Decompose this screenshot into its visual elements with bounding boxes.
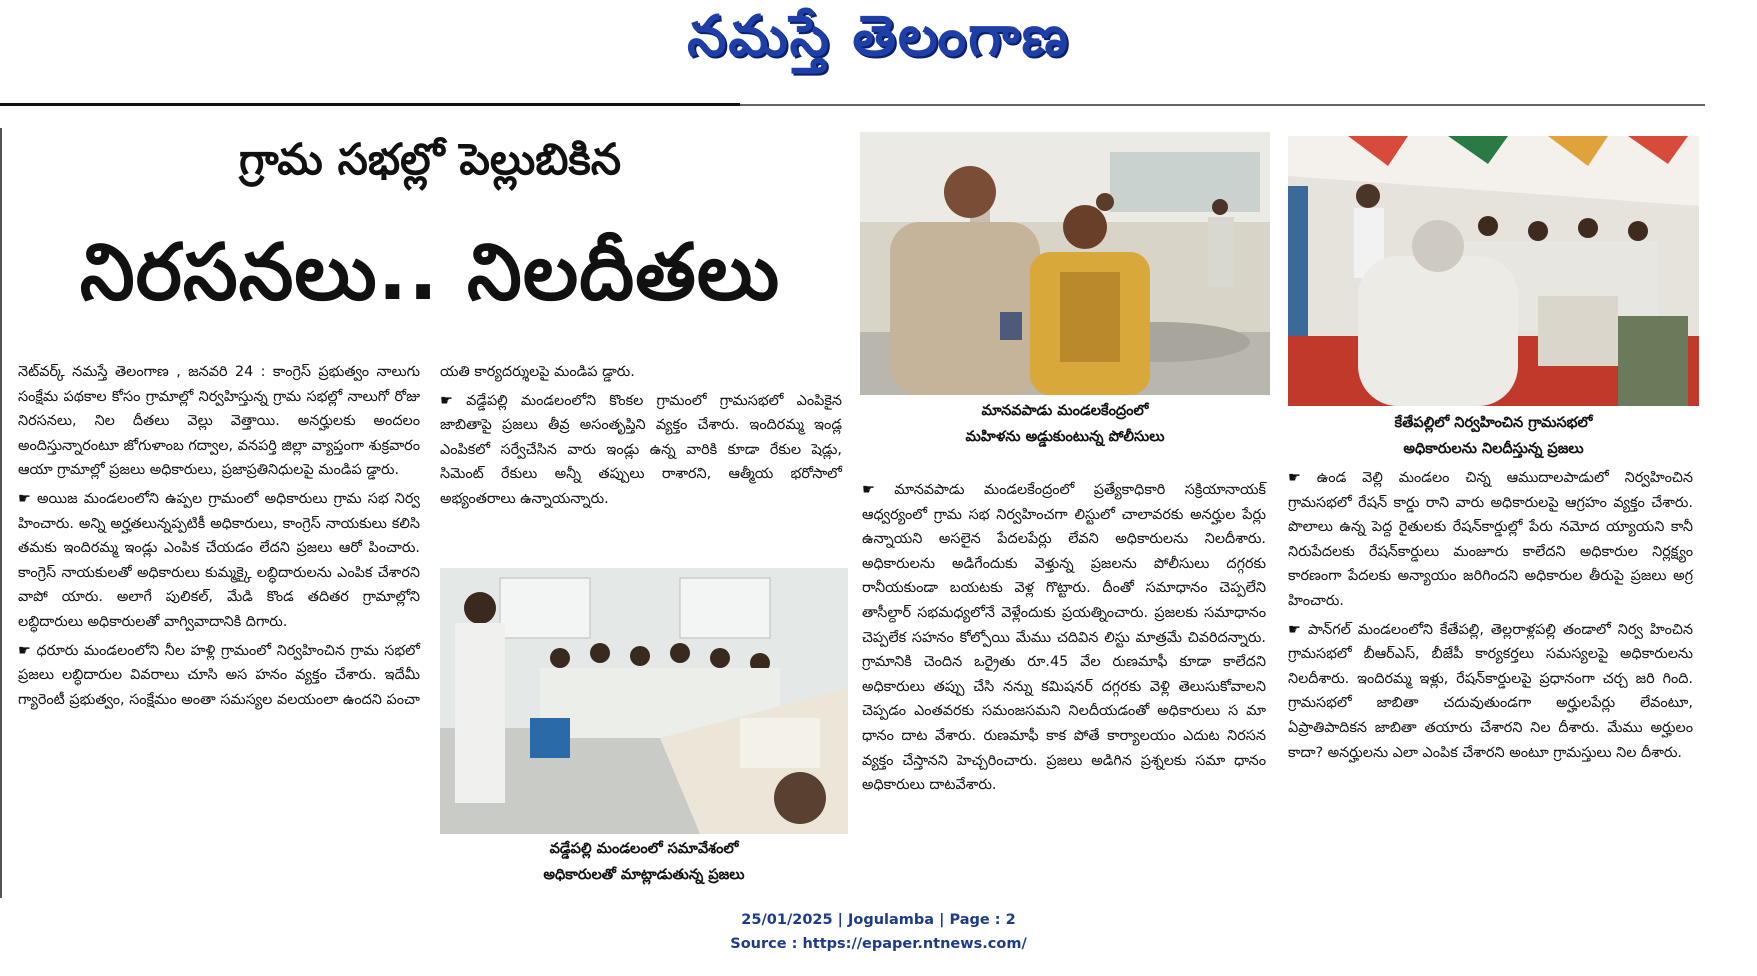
caption-1-line-2: మహిళను అడ్డుకుంటున్న పోలీసులు — [965, 429, 1165, 445]
col1-paragraph: ☛ ధరూరు మండలంలోని నీల హళ్లి గ్రామంలో నిర్వహించిన గ్రామ సభలో ప్రజలు లబ్ధిదారుల వివరాలు చూసి అస హనం వ్యక్తం చేశారు. ఇదేమీ గ్యారెంటీ ప్రభుత్వం, సంక్షేమం అంతా సమస్యల వలయంలా ఉందని పంచా — [18, 639, 420, 713]
footer-dateline: 25/01/2025 | Jogulamba | Page : 2 — [741, 912, 1016, 928]
photo-caption-2 — [1288, 410, 1699, 462]
col1-paragraph: నెట్‌వర్క్ నమస్తే తెలంగాణ , జనవరి 24 : కాంగ్రెస్ ప్రభుత్వం నాలుగు సంక్షేమ పథకాల కోసం గ్రామాల్లో నిర్వహిస్తున్న గ్రామ సభల్లో నాలుగో రోజు నిరసనలు, నిల దీతలు వెల్లు వెత్తాయి. అనర్హులకు అందలం అందిస్తున్నారంటూ జోగుళాంబ గద్వాల, వనపర్తి జిల్లా వ్యాప్తంగా శుక్రవారం ఆయా గ్రామాల్లో ప్రజలు అధికారులు, ప్రజాప్రతినిధులపై మండిప డ్డారు. — [18, 364, 420, 479]
photo-police-woman — [860, 132, 1270, 395]
article-column-4 — [1288, 466, 1693, 886]
photo-hall-meeting — [440, 568, 848, 834]
article-column-3 — [862, 478, 1266, 888]
photo-gramasabha-canopy — [1288, 136, 1699, 406]
caption-2-line-2: అధికారులను నిలదీస్తున్న ప్రజలు — [1403, 441, 1584, 457]
masthead — [0, 0, 1757, 90]
header-rule-thin — [740, 104, 1705, 106]
article-column-2 — [440, 360, 842, 560]
photo-caption-1 — [860, 398, 1270, 450]
caption-2-line-1: కేతేపల్లిలో నిర్వహించిన గ్రామసభలో — [1394, 415, 1593, 431]
article-column-1 — [18, 360, 420, 890]
photo-caption-3 — [440, 836, 848, 888]
col4-paragraph: ☛ ఉండ వెల్లి మండలం చిన్న ఆముదాలపాడులో నిర్వహించిన గ్రామసభలో రేషన్ కార్డు రాని వారు అధికారులపై ఆగ్రహం వ్యక్తం చేశారు. పొలాలు ఉన్న పెద్ద రైతులకు రేషన్‌కార్డుల్లో పేరు నమోద య్యాయని కానీ నిరుపేదలకు రేషన్‌కార్డులు మంజూరు కాలేదని అధికారుల నిర్లక్ష్యం కారణంగా పేదలకు అన్యాయం జరిగిందని అధికారుల తీరుపై ప్రజలు అగ్ర హించారు. — [1288, 466, 1693, 614]
col2-paragraph: యతి కార్యదర్శులపై మండిప డ్డారు. — [440, 364, 635, 380]
col3-paragraph: ☛ మానవపాడు మండలకేంద్రంలో ప్రత్యేకాధికారి సక్రియానాయక్ ఆధ్వర్యంలో గ్రామ సభ నిర్వహించగా లిస్టులో చాలావరకు అనర్హుల పేర్లు ఉన్నాయని అసలైన పేదలపేర్లు లేవని అధికారులను నిలదీశారు. అధికారులను అడిగేందుకు వెళ్తున్న ప్రజలను పోలీసులు దగ్గరకు రానీయకుండా బయటకు వెళ్ల గొట్టారు. దీంతో సమాధానం చెప్పలేని తాసీల్దార్ సభమధ్యలోనే వెళ్లేందుకు ప్రయత్నించారు. ప్రజలకు సమాధానం చెప్పలేక సహనం కోల్పోయి మేము చదివిన లిస్టు మాత్రమే చివరిదన్నారు. గ్రామానికి చెందిన ఒర్రైతు రూ.45 వేల రుణమాఫీ కూడా కాలేదని అధికారులు తప్పు చేసి నన్ను కమిషనర్ దగ్గరకు వెళ్లి తెలుసుకోవాలని చెప్పడం ఎంతవరకు సమంజసమని నిలదీయడంతో అధికారులు స మా ధానం దాట వేశారు. రుణమాఫీ కాక పోతే కార్యాలయం ఎదుట నిరసన వ్యక్తం చేస్తానని హెచ్చరించారు. ప్రజలు అడిగిన ప్రశ్నలకు సమా ధానం అధికారులు దాటవేశారు. — [862, 478, 1266, 798]
caption-1-line-1: మానవపాడు మండలకేంద్రంలో — [981, 403, 1149, 419]
col4-paragraph: ☛ పాన్‌గల్ మండలంలోని కేతేపల్లి, తెల్లరాళ్లపల్లి తండాలో నిర్వ హించిన గ్రామసభలో బీఆర్‌ఎస్, బీజేపీ కార్యకర్తలు సమస్యలపై అధికారులను నిలదీశారు. ఇందిరమ్మ ఇళ్లు, రేషన్‌కార్డులపై ప్రధానంగా చర్చ జరి గింది. గ్రామసభలో జాబితా చదువుతుండగా అర్హులపేర్లు లేవంటూ, ఏప్రాతిపాదికన జాబితా తయారు చేశారని నిల దీశారు. మేము అర్హులం కాదా? అనర్హులను ఎలా ఎంపిక చేశారని అంటూ గ్రామస్తులు నిల దీశారు. — [1288, 618, 1693, 766]
col2-paragraph: ☛ వడ్డేపల్లి మండలంలోని కొంకల గ్రామంలో గ్రామసభలో ఎంపికైన జాబితాపై ప్రజలు తీవ్ర అసంతృప్తిని వ్యక్తం చేశారు. ఇందిరమ్మ ఇండ్ల ఎంపికలో సర్వేచేసిన వారు ఇండ్లు ఉన్న వారికి కూడా రేకుల షెడ్లు, సిమెంట్ రేకులు అన్నీ తప్పులు రాశారని, ఆత్మీయ భరోసాలో అభ్యంతరాలు ఉన్నాయన్నారు. — [440, 389, 842, 512]
newspaper-logo: నమస్తే తెలంగాణ — [687, 4, 1070, 69]
caption-3-line-2: అధికారులతో మాట్లాడుతున్న ప్రజలు — [543, 867, 745, 883]
left-border — [0, 128, 2, 898]
caption-3-line-1: వడ్డేపల్లి మండలంలో సమావేశంలో — [549, 841, 739, 857]
headline-kicker: గ్రామ సభల్లో పెల్లుబికిన — [238, 135, 622, 185]
col1-paragraph: ☛ అయిజ మండలంలోని ఉప్పల గ్రామంలో అధికారులు గ్రామ సభ నిర్వ హించారు. అన్ని అర్హతలున్నప్పటికీ అధికారులు, కాంగ్రెస్ నాయకులు కలిసి తమకు ఇందిరమ్మ ఇండ్లు ఎంపిక చేయడం లేదని ప్రజలు ఆరో పించారు. కాంగ్రెస్ నాయకులతో అధికారులు కుమ్మక్కై లబ్ధిదారులను ఎంపిక చేశారని వాపో యారు. అలాగే పులికల్, మేడి కొండ తదితర గ్రామాల్లోని లబ్ధిదారులు అధికారులతో వాగ్వివాదానికి దిగారు. — [18, 487, 420, 635]
headline-main: నిరసనలు.. నిలదీతలు — [79, 228, 781, 318]
footer-source: Source : https://epaper.ntnews.com/ — [730, 936, 1027, 952]
header-rule — [0, 103, 740, 106]
